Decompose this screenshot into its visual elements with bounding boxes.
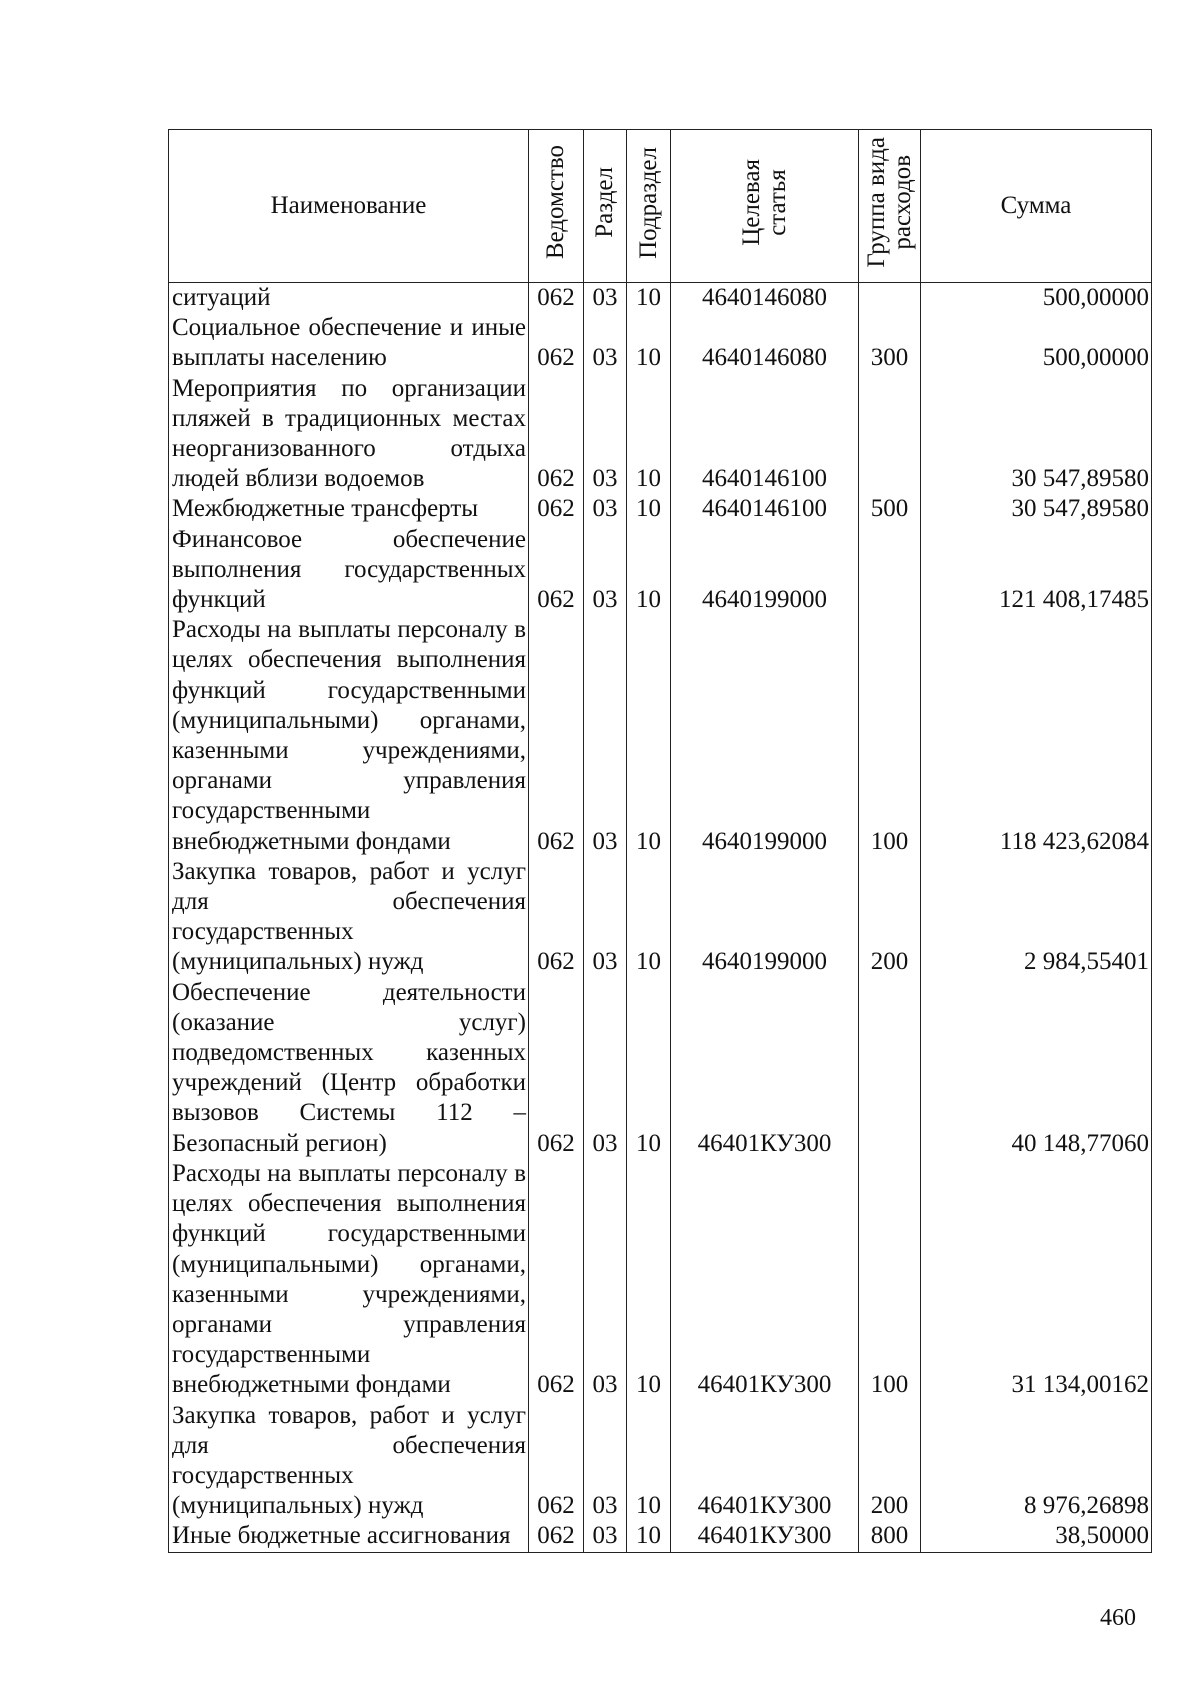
cell-name: Обеспечение деятельности (оказание услуг) подведомственных казенных учреждений (Центр обработки вызовов Системы 112 – Безопасный регион) [169, 978, 529, 1159]
cell-section: 03 [584, 978, 627, 1159]
cell-department: 062 [529, 1159, 584, 1401]
cell-section: 03 [584, 374, 627, 495]
cell-section: 03 [584, 1521, 627, 1552]
cell-subsection: 10 [627, 283, 671, 314]
header-expense-group [859, 130, 921, 283]
cell-amount: 40 148,77060 [921, 978, 1152, 1159]
cell-department: 062 [529, 525, 584, 616]
cell-section: 03 [584, 1159, 627, 1401]
table-row [169, 494, 1152, 524]
table-row [169, 978, 1152, 1159]
cell-name: Мероприятия по организации пляжей в традиционных местах неорганизованного отдыха людей вблизи водоемов [169, 374, 529, 495]
cell-section: 03 [584, 525, 627, 616]
cell-subsection: 10 [627, 1159, 671, 1401]
cell-name: Иные бюджетные ассигнования [169, 1521, 529, 1552]
header-section [584, 130, 627, 283]
cell-name: Межбюджетные трансферты [169, 494, 529, 524]
cell-target-item: 4640146080 [671, 313, 859, 373]
table-row [169, 283, 1152, 314]
cell-target-item: 46401КУ300 [671, 978, 859, 1159]
cell-department: 062 [529, 615, 584, 857]
cell-expense-group: 200 [859, 857, 921, 978]
header-expense-group-label: Группа вида расходов [862, 137, 916, 268]
cell-name: Финансовое обеспечение выполнения государственных функций [169, 525, 529, 616]
cell-amount: 2 984,55401 [921, 857, 1152, 978]
header-department-label: Ведомство [542, 145, 569, 260]
cell-target-item: 4640199000 [671, 525, 859, 616]
cell-target-item: 46401КУ300 [671, 1521, 859, 1552]
header-section-label: Раздел [591, 167, 618, 238]
page-number: 460 [1100, 1605, 1136, 1631]
cell-department: 062 [529, 283, 584, 314]
cell-subsection: 10 [627, 374, 671, 495]
cell-name: Расходы на выплаты персоналу в целях обеспечения выполнения функций государственными (муниципальными) органами, казенными учреждениями, органами управления государственными внебюджетными фондами [169, 615, 529, 857]
table-row [169, 857, 1152, 978]
cell-expense-group: 500 [859, 494, 921, 524]
table-row [169, 615, 1152, 857]
cell-amount: 8 976,26898 [921, 1401, 1152, 1522]
header-target-item-label: Целевая статья [737, 159, 791, 246]
cell-subsection: 10 [627, 615, 671, 857]
cell-amount: 121 408,17485 [921, 525, 1152, 616]
cell-department: 062 [529, 978, 584, 1159]
cell-expense-group [859, 978, 921, 1159]
cell-name: ситуаций [169, 283, 529, 314]
cell-subsection: 10 [627, 1401, 671, 1522]
cell-target-item: 4640146080 [671, 283, 859, 314]
cell-subsection: 10 [627, 978, 671, 1159]
cell-target-item: 46401КУ300 [671, 1401, 859, 1522]
cell-section: 03 [584, 615, 627, 857]
cell-target-item: 4640199000 [671, 857, 859, 978]
cell-expense-group: 100 [859, 1159, 921, 1401]
header-target-item [671, 130, 859, 283]
cell-section: 03 [584, 283, 627, 314]
cell-subsection: 10 [627, 494, 671, 524]
table-row [169, 525, 1152, 616]
cell-target-item: 4640146100 [671, 374, 859, 495]
cell-department: 062 [529, 1521, 584, 1552]
cell-section: 03 [584, 494, 627, 524]
cell-amount: 30 547,89580 [921, 374, 1152, 495]
cell-name: Социальное обеспечение и иные выплаты населению [169, 313, 529, 373]
table-header [169, 130, 1152, 283]
cell-subsection: 10 [627, 525, 671, 616]
table-row [169, 313, 1152, 373]
cell-expense-group: 300 [859, 313, 921, 373]
header-amount: Сумма [921, 130, 1152, 283]
table-row [169, 1159, 1152, 1401]
cell-department: 062 [529, 494, 584, 524]
cell-name: Расходы на выплаты персоналу в целях обеспечения выполнения функций государственными (муниципальными) органами, казенными учреждениями, органами управления государственными внебюджетными фондами [169, 1159, 529, 1401]
cell-expense-group [859, 283, 921, 314]
cell-department: 062 [529, 857, 584, 978]
table-row [169, 374, 1152, 495]
cell-department: 062 [529, 313, 584, 373]
header-name: Наименование [169, 130, 529, 283]
table-body [169, 283, 1152, 1553]
cell-subsection: 10 [627, 313, 671, 373]
cell-amount: 30 547,89580 [921, 494, 1152, 524]
cell-target-item: 4640199000 [671, 615, 859, 857]
table-row [169, 1521, 1152, 1552]
cell-subsection: 10 [627, 857, 671, 978]
cell-name: Закупка товаров, работ и услуг для обеспечения государственных (муниципальных) нужд [169, 857, 529, 978]
cell-department: 062 [529, 1401, 584, 1522]
cell-expense-group [859, 374, 921, 495]
budget-table [168, 129, 1152, 1553]
cell-section: 03 [584, 313, 627, 373]
cell-expense-group: 100 [859, 615, 921, 857]
header-subsection-label: Подраздел [634, 146, 662, 259]
cell-amount: 38,50000 [921, 1521, 1152, 1552]
cell-amount: 31 134,00162 [921, 1159, 1152, 1401]
cell-subsection: 10 [627, 1521, 671, 1552]
cell-department: 062 [529, 374, 584, 495]
cell-expense-group: 200 [859, 1401, 921, 1522]
header-subsection [627, 130, 671, 283]
cell-amount: 500,00000 [921, 313, 1152, 373]
cell-section: 03 [584, 857, 627, 978]
cell-expense-group [859, 525, 921, 616]
cell-section: 03 [584, 1401, 627, 1522]
cell-amount: 118 423,62084 [921, 615, 1152, 857]
cell-amount: 500,00000 [921, 283, 1152, 314]
cell-target-item: 46401КУ300 [671, 1159, 859, 1401]
cell-name: Закупка товаров, работ и услуг для обеспечения государственных (муниципальных) нужд [169, 1401, 529, 1522]
table-row [169, 1401, 1152, 1522]
cell-expense-group: 800 [859, 1521, 921, 1552]
header-department [529, 130, 584, 283]
cell-target-item: 4640146100 [671, 494, 859, 524]
